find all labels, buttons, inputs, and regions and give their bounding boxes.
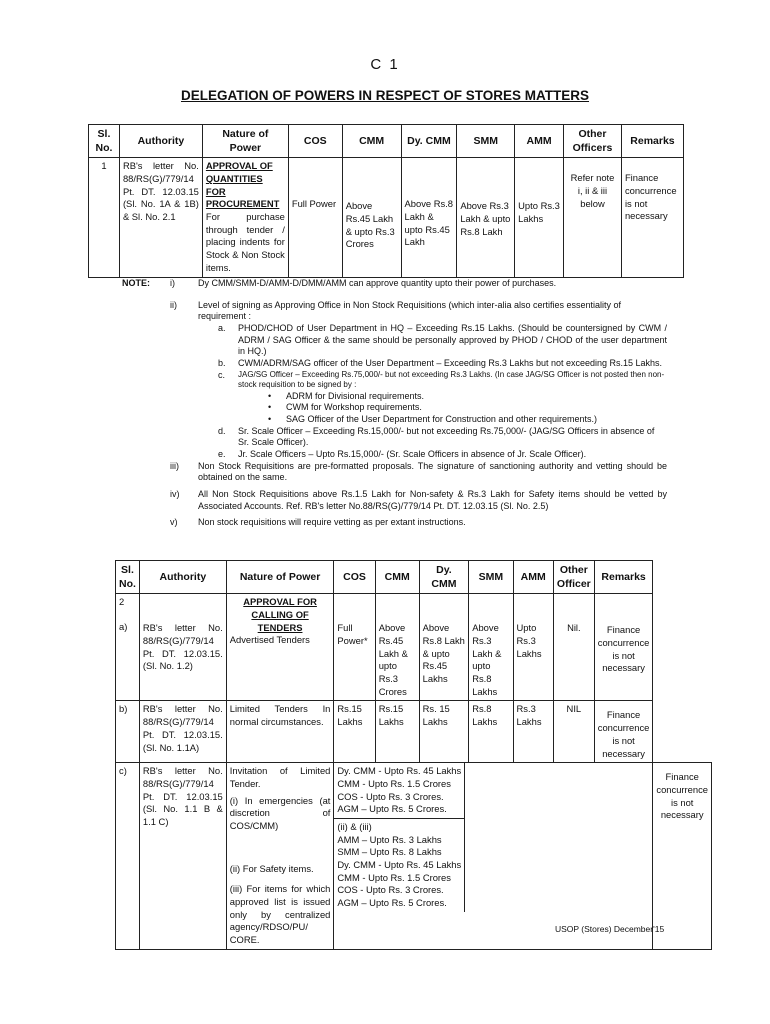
power-line: AGM – Upto Rs. 5 Crores.: [337, 897, 447, 909]
cell-amm: Upto Rs.3 Lakhs: [513, 594, 553, 701]
header-nature-of-power: Nature of Power: [202, 125, 288, 158]
cell-authority: RB's letter No. 88/RS(G)/779/14 Pt. DT. 12.03.15. (Sl. No. 1.1A): [139, 701, 226, 763]
note-iii: [122, 461, 667, 484]
note-num: iii): [170, 460, 179, 471]
bullet-icon: •: [268, 413, 272, 424]
power-line: Dy. CMM - Upto Rs. 45 Lakhs: [337, 765, 462, 777]
page-title: DELEGATION OF POWERS IN RESPECT OF STORES MATTERS: [180, 88, 590, 103]
nature-item: (ii) For Safety items.: [229, 862, 314, 874]
header-other-officers: Other Officers: [564, 125, 622, 158]
table-header-row: [116, 561, 712, 594]
power-line: SMM – Upto Rs. 8 Lakhs: [337, 846, 442, 858]
table-row: [116, 763, 712, 950]
table-row: [89, 158, 684, 277]
cell-sl: 1: [89, 158, 120, 277]
note-i: [122, 278, 667, 290]
note-v: [122, 517, 667, 529]
note-num: ii): [170, 299, 177, 310]
cell-remarks: Finance concurrence is not necessary: [621, 158, 683, 277]
note-ii-e: [218, 449, 667, 461]
powers-block-i: [334, 763, 465, 819]
header-sl-no: Sl. No.: [89, 125, 120, 158]
sub-num: c.: [218, 369, 226, 380]
sub-text: CWM/ADRM/SAG officer of the User Department – Exceeding Rs.3 Lakhs but not exceeding Rs.15 Lakhs.: [238, 358, 663, 369]
table-header-row: [89, 125, 684, 158]
cell-smm: Rs.8 Lakhs: [469, 701, 513, 763]
header-other-officer: Other Officer: [553, 561, 594, 594]
cell-cmm: Above Rs.45 Lakh & upto Rs.3 Crores: [342, 158, 401, 277]
power-line: CMM - Upto Rs. 1.5 Crores: [337, 871, 451, 883]
cell-remarks: Finance concurrence is not necessary: [594, 701, 653, 763]
power-line: COS - Upto Rs. 3 Crores.: [337, 884, 444, 896]
cell-remarks: Finance concurrence is not necessary: [653, 763, 712, 950]
header-remarks: Remarks: [621, 125, 683, 158]
note-num: i): [170, 278, 175, 288]
cell-dy-cmm: Above Rs.8 Lakh & upto Rs.45 Lakhs: [419, 594, 469, 701]
bullet-icon: •: [268, 402, 272, 413]
power-line: CMM - Upto Rs. 1.5 Crores: [337, 777, 451, 789]
header-cmm: CMM: [375, 561, 419, 594]
cell-sl: [116, 594, 140, 701]
cell-authority: RB's letter No. 88/RS(G)/779/14 Pt. DT. 12.03.15 (Sl. No. 1.1 B & 1.1 C): [139, 763, 226, 950]
cell-other: Refer note i, ii & iii below: [564, 158, 622, 277]
sub-text: Sr. Scale Officer – Exceeding Rs.15,000/- but not exceeding Rs.75,000/- (JAG/SG Officers in absence of Sr. Scale Officer).: [238, 425, 655, 448]
sub-text: Jr. Scale Officers – Upto Rs.15,000/- (Sr. Scale Officers in absence of Jr. Scale Officer).: [238, 449, 587, 460]
cell-cmm: Above Rs.45 Lakh & upto Rs.3 Crores: [375, 594, 419, 701]
cell-cos: Full Power: [288, 158, 342, 277]
note-ii: [122, 300, 667, 461]
note-ii-c: [218, 370, 667, 391]
note-num: iv): [170, 489, 180, 500]
note-ii-b: [218, 358, 667, 370]
power-line: AGM – Upto Rs. 5 Crores.: [337, 803, 447, 815]
note-text: All Non Stock Requisitions above Rs.1.5 Lakh for Non-safety & Rs.3 Lakh for Safety items should be vetted by Associated Accounts. Ref. RB's letter No.88/RS(G)/779/14 Pt. DT. 12.03.15 (Sl. No. 2.5): [198, 489, 667, 511]
bullet-text: SAG Officer of the User Department for Construction and other requirements.): [286, 413, 597, 424]
nature-text: Advertised Tenders: [229, 634, 310, 646]
row-letter: a): [119, 621, 128, 633]
note-iv: [122, 489, 667, 512]
cell-cos: Rs.15 Lakhs: [334, 701, 375, 763]
header-cos: COS: [334, 561, 375, 594]
table-row: [116, 701, 712, 763]
note-num: v): [170, 517, 178, 528]
cell-other: NIL: [553, 701, 594, 763]
bullet-item: [268, 414, 667, 426]
header-amm: AMM: [513, 561, 553, 594]
header-nature-of-power: Nature of Power: [226, 561, 334, 594]
cell-dy-cmm: Above Rs.8 Lakh & upto Rs.45 Lakh: [401, 158, 457, 277]
header-authority: Authority: [119, 125, 202, 158]
bullet-text: ADRM for Divisional requirements.: [286, 390, 425, 401]
header-dy-cmm: Dy. CMM: [401, 125, 457, 158]
cell-cos: Full Power*: [334, 594, 375, 701]
header-cmm: CMM: [342, 125, 401, 158]
cell-authority: RB's letter No. 88/RS(G)/779/14 Pt. DT. 12.03.15. (Sl. No. 1.2): [139, 594, 226, 701]
cell-dy-cmm: Rs. 15 Lakhs: [419, 701, 469, 763]
note-label: NOTE:: [122, 278, 150, 288]
cell-smm: Above Rs.3 Lakh & upto Rs.8 Lakhs: [469, 594, 513, 701]
sub-num: b.: [218, 358, 226, 369]
nature-title: APPROVAL OF QUANTITIES FOR PROCUREMENT: [205, 160, 280, 210]
cell-remarks: Finance concurrence is not necessary: [594, 594, 653, 701]
nature-title: Invitation of Limited Tender.: [229, 765, 331, 789]
cell-amm: Rs.3 Lakhs: [513, 701, 553, 763]
sub-text: PHOD/CHOD of User Department in HQ – Exceeding Rs.15 Lakhs. (Should be countersigned by CWM / ADRM / SAG Officer & the same should be personally approved by PHOD / CHOD of the user department in HQ.): [238, 323, 667, 357]
table-row: [116, 594, 712, 701]
notes-section: [122, 278, 667, 529]
bullet-item: [268, 391, 667, 403]
cell-nature: [226, 594, 334, 701]
section-title: APPROVAL FOR CALLING OF TENDERS: [243, 596, 317, 633]
header-smm: SMM: [457, 125, 515, 158]
nature-item: (i) In emergencies (at discretion of COS/CMM): [229, 794, 331, 831]
page-id: C 1: [370, 56, 400, 73]
table-approval-quantities: [88, 124, 684, 278]
sub-num: d.: [218, 425, 226, 436]
power-line: Dy. CMM - Upto Rs. 45 Lakhs: [337, 859, 462, 871]
note-ii-intro: Level of signing as Approving Office in Non Stock Requisitions (which inter-alia also certifies essentiality of requirement :: [198, 299, 622, 322]
sub-text: JAG/SG Officer – Exceeding Rs.75,000/- but not exceeding Rs.3 Lakhs. (In case JAG/SG Officer is not posted then non-stock requisition to be signed by :: [238, 369, 665, 390]
powers-block-ii-iii: [334, 819, 465, 912]
bullet-icon: •: [268, 390, 272, 401]
bullet-text: CWM for Workshop requirements.: [286, 402, 422, 413]
sub-num: a.: [218, 323, 226, 334]
note-text: Dy CMM/SMM-D/AMM-D/DMM/AMM can approve quantity upto their power of purchases.: [198, 278, 557, 288]
cell-nature: [226, 763, 334, 950]
cell-authority: RB's letter No. 88/RS(G)/779/14 Pt. DT. 12.03.15 (Sl. No. 1A & 1B) & Sl. No. 2.1: [119, 158, 202, 277]
cell-sl: c): [116, 763, 140, 950]
cell-nature: Limited Tenders In normal circumstances.: [226, 701, 334, 763]
note-ii-a: [218, 323, 667, 358]
header-smm: SMM: [469, 561, 513, 594]
bullet-item: [268, 402, 667, 414]
cell-cmm: Rs.15 Lakhs: [375, 701, 419, 763]
cell-smm: Above Rs.3 Lakh & upto Rs.8 Lakh: [457, 158, 515, 277]
note-ii-d: [218, 426, 667, 449]
page-footer: USOP (Stores) December'15: [555, 924, 665, 934]
note-text: Non stock requisitions will require vetting as per extant instructions.: [198, 517, 466, 528]
nature-item: (iii) For items for which approved list is issued only by centralized agency/RDSO/PU/ CORE.: [229, 883, 331, 946]
power-line: COS - Upto Rs. 3 Crores.: [337, 790, 444, 802]
header-dy-cmm: Dy. CMM: [419, 561, 469, 594]
power-head: (ii) & (iii): [337, 820, 372, 832]
note-text: [198, 300, 667, 461]
header-amm: AMM: [515, 125, 564, 158]
power-line: AMM – Upto Rs. 3 Lakhs: [337, 833, 442, 845]
table-approval-tenders: [115, 560, 712, 950]
note-text: Non Stock Requisitions are pre-formatted proposals. The signature of sanctioning authority and vetting should be obtained on the same.: [198, 460, 667, 483]
cell-amm: Upto Rs.3 Lakhs: [515, 158, 564, 277]
nature-text: For purchase through tender / placing indents for Stock & Non Stock items.: [205, 211, 285, 273]
header-cos: COS: [288, 125, 342, 158]
header-sl-no: Sl. No.: [116, 561, 140, 594]
header-remarks: Remarks: [594, 561, 653, 594]
sub-num: e.: [218, 449, 226, 460]
cell-powers: [334, 763, 653, 950]
cell-other: Nil.: [553, 594, 594, 701]
header-authority: Authority: [139, 561, 226, 594]
section-number: 2: [119, 596, 125, 608]
cell-nature: [202, 158, 288, 277]
cell-sl: b): [116, 701, 140, 763]
